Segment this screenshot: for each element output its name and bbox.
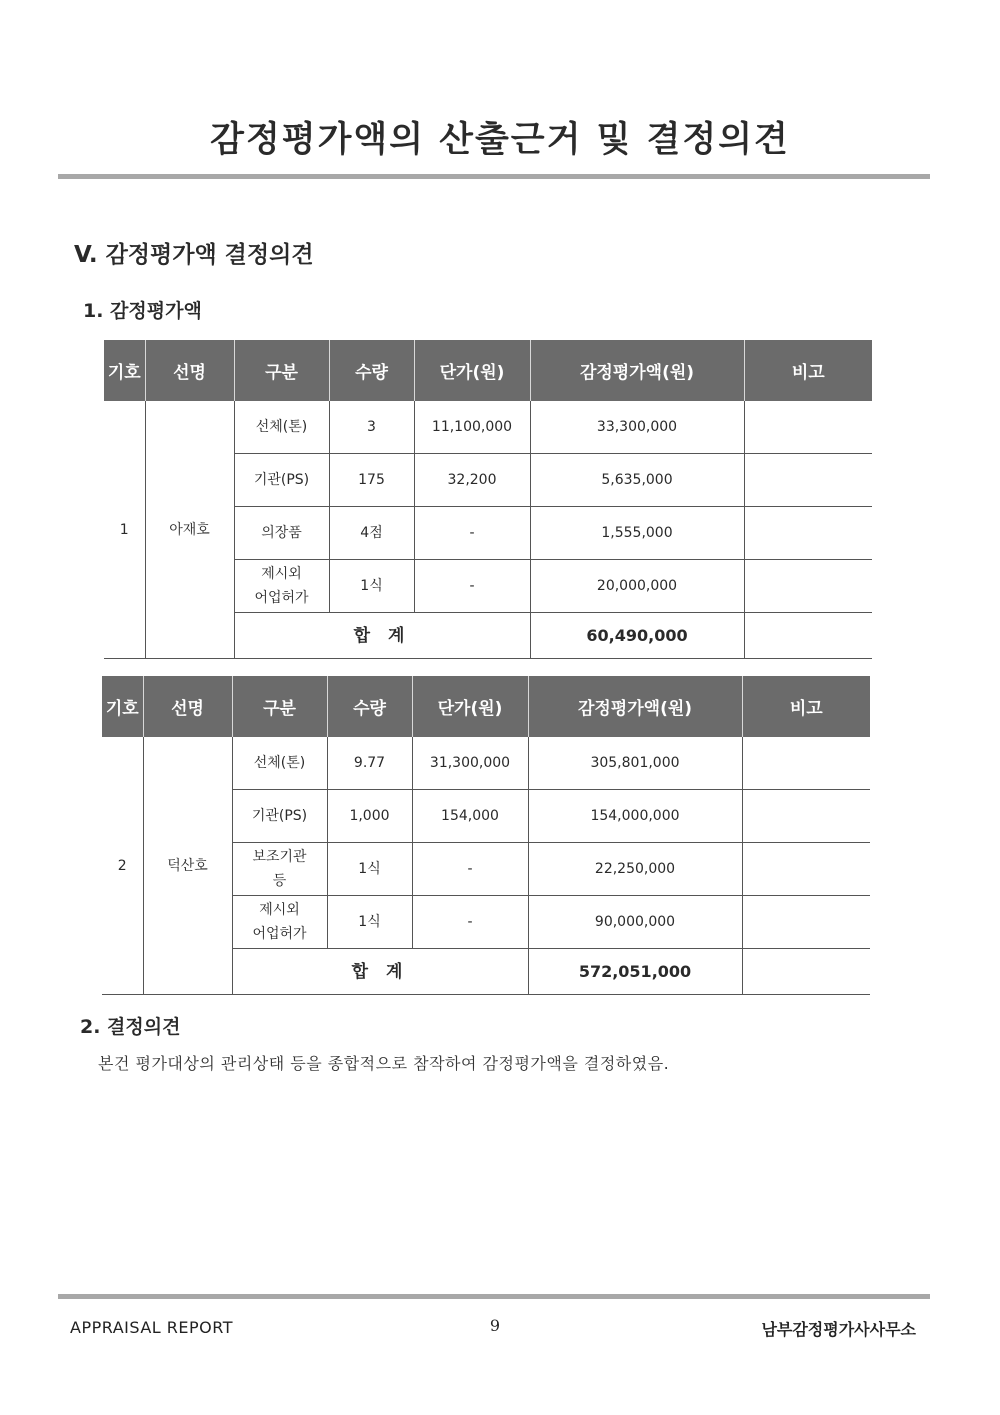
row-category-line2: 어업허가 bbox=[254, 590, 309, 606]
col-header-note: 비고 bbox=[742, 676, 870, 737]
col-header-unit-price: 단가(원) bbox=[414, 340, 530, 401]
row-amount: 90,000,000 bbox=[528, 896, 742, 949]
row-category: 기관(PS) bbox=[232, 790, 327, 843]
col-header-ship-name: 선명 bbox=[143, 676, 232, 737]
row-amount: 154,000,000 bbox=[528, 790, 742, 843]
row-note bbox=[742, 843, 870, 896]
col-header-appraisal-amount: 감정평가액(원) bbox=[530, 340, 744, 401]
row-note bbox=[742, 790, 870, 843]
row-category-line1: 보조기관 bbox=[252, 849, 307, 865]
footer-office-name: 남부감정평가사사무소 bbox=[761, 1320, 916, 1339]
ship-name: 아재호 bbox=[145, 401, 234, 659]
footer-divider bbox=[58, 1294, 930, 1299]
row-amount: 1,555,000 bbox=[530, 507, 744, 560]
col-header-quantity: 수량 bbox=[329, 340, 414, 401]
row-quantity: 9.77 bbox=[327, 737, 412, 790]
row-category bbox=[234, 560, 329, 613]
subsection-title-appraisal-amount: 1. 감정평가액 bbox=[83, 300, 202, 322]
total-label: 합 계 bbox=[232, 949, 528, 995]
col-header-ship-name: 선명 bbox=[145, 340, 234, 401]
ship-number: 1 bbox=[104, 401, 145, 659]
row-category-line2: 어업허가 bbox=[252, 926, 307, 942]
total-note bbox=[742, 949, 870, 995]
row-unit-price: - bbox=[412, 896, 528, 949]
ship-number: 2 bbox=[102, 737, 143, 995]
row-unit-price: 31,300,000 bbox=[412, 737, 528, 790]
table-header-row bbox=[104, 340, 872, 401]
total-note bbox=[744, 613, 872, 659]
col-header-appraisal-amount: 감정평가액(원) bbox=[528, 676, 742, 737]
table-header-row bbox=[102, 676, 870, 737]
row-note bbox=[742, 896, 870, 949]
row-quantity: 1,000 bbox=[327, 790, 412, 843]
row-note bbox=[744, 454, 872, 507]
row-note bbox=[742, 737, 870, 790]
row-amount: 22,250,000 bbox=[528, 843, 742, 896]
footer-report-label: APPRAISAL REPORT bbox=[70, 1318, 233, 1337]
col-header-unit-price: 단가(원) bbox=[412, 676, 528, 737]
row-category: 선체(톤) bbox=[232, 737, 327, 790]
row-category-line1: 제시외 bbox=[261, 566, 302, 582]
row-quantity: 4점 bbox=[329, 507, 414, 560]
row-quantity: 3 bbox=[329, 401, 414, 454]
total-amount: 572,051,000 bbox=[528, 949, 742, 995]
col-header-category: 구분 bbox=[232, 676, 327, 737]
col-header-category: 구분 bbox=[234, 340, 329, 401]
page-number: 9 bbox=[489, 1316, 501, 1335]
table-row bbox=[104, 401, 872, 454]
row-category: 기관(PS) bbox=[234, 454, 329, 507]
col-header-note: 비고 bbox=[744, 340, 872, 401]
title-divider bbox=[58, 174, 930, 179]
row-category bbox=[232, 843, 327, 896]
row-category: 선체(톤) bbox=[234, 401, 329, 454]
row-unit-price: 32,200 bbox=[414, 454, 530, 507]
row-note bbox=[744, 401, 872, 454]
row-unit-price: 154,000 bbox=[412, 790, 528, 843]
row-amount: 5,635,000 bbox=[530, 454, 744, 507]
subsection-title-opinion: 2. 결정의견 bbox=[80, 1016, 181, 1038]
row-unit-price: - bbox=[414, 507, 530, 560]
page-title: 감정평가액의 산출근거 및 결정의견 bbox=[210, 120, 790, 160]
row-unit-price: - bbox=[414, 560, 530, 613]
row-quantity: 1식 bbox=[329, 560, 414, 613]
ship-name: 덕산호 bbox=[143, 737, 232, 995]
total-label: 합 계 bbox=[234, 613, 530, 659]
row-category bbox=[232, 896, 327, 949]
col-header-number: 기호 bbox=[102, 676, 143, 737]
col-header-number: 기호 bbox=[104, 340, 145, 401]
opinion-text: 본건 평가대상의 관리상태 등을 종합적으로 참작하여 감정평가액을 결정하였음. bbox=[98, 1054, 670, 1073]
appraisal-table-2 bbox=[102, 676, 870, 995]
row-unit-price: - bbox=[412, 843, 528, 896]
row-amount: 305,801,000 bbox=[528, 737, 742, 790]
row-quantity: 1식 bbox=[327, 896, 412, 949]
row-amount: 20,000,000 bbox=[530, 560, 744, 613]
row-category: 의장품 bbox=[234, 507, 329, 560]
row-category-line1: 제시외 bbox=[259, 902, 300, 918]
table-row bbox=[102, 737, 870, 790]
total-amount: 60,490,000 bbox=[530, 613, 744, 659]
row-note bbox=[744, 507, 872, 560]
row-quantity: 1식 bbox=[327, 843, 412, 896]
row-quantity: 175 bbox=[329, 454, 414, 507]
row-note bbox=[744, 560, 872, 613]
appraisal-table-1 bbox=[104, 340, 872, 659]
row-amount: 33,300,000 bbox=[530, 401, 744, 454]
section-title: V. 감정평가액 결정의견 bbox=[74, 242, 314, 268]
row-unit-price: 11,100,000 bbox=[414, 401, 530, 454]
row-category-line2: 등 bbox=[272, 873, 287, 889]
col-header-quantity: 수량 bbox=[327, 676, 412, 737]
